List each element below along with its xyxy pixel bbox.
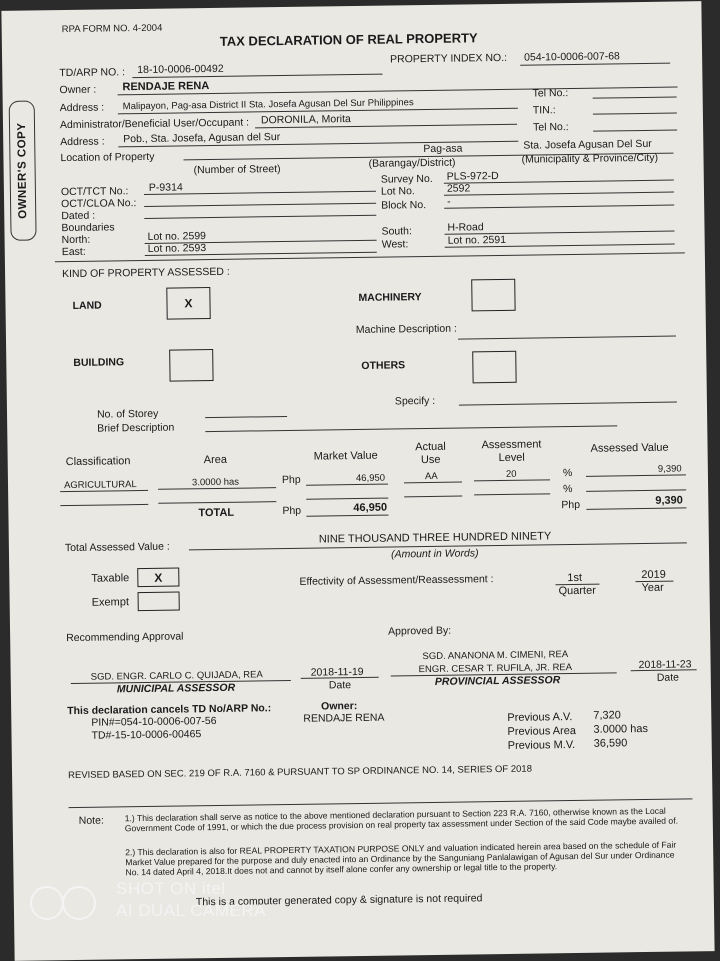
- exempt-label: Exempt: [91, 596, 130, 609]
- cancels-owner-label: Owner:: [321, 700, 358, 713]
- machinery-checkbox[interactable]: [471, 279, 515, 312]
- prev-area-label: Previous Area: [507, 724, 577, 738]
- south-label: South:: [381, 225, 412, 238]
- municipality-value: Sta. Josefa Agusan Del Sur: [523, 137, 652, 152]
- row-assessment-level: 20: [505, 468, 517, 480]
- cancels-owner-value: RENDAJE RENA: [303, 711, 385, 725]
- west-label: West:: [381, 238, 409, 251]
- south-value: H-Road: [447, 221, 484, 234]
- prev-mv-value: 36,590: [593, 737, 628, 750]
- provincial-date: 2018-11-23: [638, 658, 692, 672]
- total-assessed-label: Total Assessed Value :: [64, 540, 170, 555]
- boundaries-label: Boundaries: [61, 221, 115, 235]
- admin-address-label: Address :: [60, 135, 105, 149]
- td-value: 18-10-0006-00492: [137, 62, 224, 77]
- exempt-checkbox[interactable]: [138, 592, 180, 612]
- col-assessed-value: Assessed Value: [590, 441, 669, 455]
- survey-label: Survey No.: [380, 172, 433, 186]
- quarter-caption: Quarter: [558, 584, 596, 598]
- admin-value: DORONILA, Morita: [260, 113, 351, 127]
- computer-generated-note: This is a computer generated copy & signature is not required: [195, 892, 483, 909]
- cancels-td: TD#-15-10-0006-00465: [91, 728, 202, 742]
- total-label: TOTAL: [198, 506, 235, 520]
- east-value: Lot no. 2593: [147, 242, 207, 255]
- camera-watermark-circle-icon-2: [62, 886, 96, 920]
- form-title: TAX DECLARATION OF REAL PROPERTY: [219, 30, 478, 49]
- oct-label: OCT/TCT No.:: [60, 185, 129, 199]
- col-actual-use: Actual Use: [415, 440, 446, 467]
- pin-value: 054-10-0006-007-68: [524, 50, 620, 64]
- approved-by-label: Approved By:: [388, 624, 452, 638]
- cancels-pin: PIN#=054-10-0006-007-56: [91, 714, 217, 729]
- lot-value: 2592: [446, 182, 471, 195]
- admin-address-value: Pob., Sta. Josefa, Agusan del Sur: [123, 131, 281, 146]
- row-percent: %: [562, 467, 573, 480]
- provincial-date-caption: Date: [656, 671, 680, 684]
- prev-area-value: 3.0000 has: [593, 722, 649, 736]
- note-1: 1.) This declaration shall serve as notice to the above mentioned declaration pursuant to Section 223 R.A. 7160, otherwise known as the Local Government Code of 1991, or which the due process provision on real property tax assessment under Section of the said Code maybe availed of.: [124, 805, 679, 834]
- note-2: 2.) This declaration is also for REAL PROPERTY TAXATION PURPOSE ONLY and valuation indicated herein area based on the schedule of Fair Market Value prepared for the purpose and duly enacted into an Ordinance by the Sanguniang Panlalawigan of Agusan del Sur under Ordinance No. 14 dated April 4, 2018.It does not and cannot by itself alone confer any ownership or legal title to the property.: [125, 839, 677, 878]
- machinery-label: MACHINERY: [358, 291, 422, 304]
- tax-declaration-document: [1, 1, 714, 961]
- north-label: North:: [61, 233, 91, 247]
- owners-copy-stamp: [9, 100, 37, 240]
- land-checkbox[interactable]: X: [166, 287, 210, 320]
- camera-watermark-line-1: SHOT ON itel: [116, 879, 226, 898]
- row-php: Php: [281, 473, 301, 487]
- location-label: Location of Property: [60, 150, 155, 165]
- approver-1: SGD. ANANONA M. CIMENI, REA: [422, 649, 569, 663]
- address-label: Address :: [59, 101, 105, 115]
- land-label: LAND: [72, 299, 102, 312]
- cancels-label: This declaration cancels TD No/ARP No.:: [67, 702, 272, 718]
- col-area: Area: [203, 453, 228, 467]
- barangay-caption: (Barangay/District): [368, 156, 456, 170]
- pin-label: PROPERTY INDEX NO.:: [390, 51, 508, 66]
- owner-value: RENDAJE RENA: [122, 80, 210, 94]
- camera-watermark-circle-icon: [30, 886, 64, 920]
- revised-basis: REVISED BASED ON SEC. 219 OF R.A. 7160 & PURSUANT TO SP ORDINANCE NO. 14, SERIES OF 2018: [68, 763, 533, 782]
- survey-value: PLS-972-D: [446, 170, 499, 183]
- year-value: 2019: [641, 568, 666, 582]
- row-area: 3.0000 has: [191, 476, 240, 489]
- dated-label: Dated :: [61, 209, 96, 223]
- street-caption: (Number of Street): [193, 163, 281, 177]
- tin-label: TIN.:: [532, 104, 556, 117]
- tel2-label: Tel No.:: [532, 121, 569, 134]
- building-label: BUILDING: [73, 356, 125, 369]
- admin-label: Administrator/Beneficial User/Occupant :: [59, 116, 250, 132]
- municipal-signer: SGD. ENGR. CARLO C. QUIJADA, REA: [90, 669, 263, 683]
- specify-label: Specify :: [394, 394, 436, 408]
- col-market-value: Market Value: [313, 449, 378, 463]
- west-value: Lot no. 2591: [447, 233, 507, 247]
- east-label: East:: [61, 245, 86, 259]
- total-php-2: Php: [561, 498, 581, 512]
- row-actual-use: AA: [424, 470, 438, 483]
- tel-label: Tel No.:: [532, 87, 569, 100]
- camera-watermark-line-2: AI DUAL CAMERA: [116, 901, 266, 920]
- note-label: Note:: [78, 814, 104, 827]
- machine-description-label: Machine Description :: [355, 322, 457, 337]
- total-php: Php: [282, 504, 302, 518]
- municipal-date-caption: Date: [328, 679, 352, 692]
- municipality-caption: (Municipality & Province/City): [521, 151, 659, 166]
- prev-mv-label: Previous M.V.: [507, 738, 576, 752]
- kind-title: KIND OF PROPERTY ASSESSED :: [61, 265, 230, 281]
- prev-av-label: Previous A.V.: [507, 711, 573, 724]
- amount-in-words: NINE THOUSAND THREE HUNDRED NINETY: [318, 530, 552, 546]
- taxable-checkbox[interactable]: X: [137, 568, 179, 588]
- owner-label: Owner :: [59, 83, 97, 97]
- building-checkbox[interactable]: [169, 349, 213, 382]
- td-label: TD/ARP NO. :: [59, 66, 126, 80]
- row-classification: AGRICULTURAL: [63, 479, 137, 492]
- others-checkbox[interactable]: [472, 351, 516, 384]
- amount-in-words-caption: (Amount in Words): [390, 547, 479, 561]
- form-number: RPA FORM NO. 4-2004: [61, 22, 163, 36]
- effectivity-label: Effectivity of Assessment/Reassessment :: [299, 573, 494, 588]
- block-value: -: [447, 195, 451, 208]
- col-assessment-level: Assessment Level: [481, 438, 542, 465]
- octcloa-label: OCT/CLOA No.:: [61, 197, 137, 211]
- others-label: OTHERS: [361, 359, 406, 372]
- municipal-date: 2018-11-19: [310, 665, 364, 679]
- address-value: Malipayon, Pag-asa District II Sta. Josefa Agusan Del Sur Philippines: [122, 97, 414, 113]
- oct-value: P-9314: [148, 181, 183, 194]
- row-assessed-value: 9,390: [657, 463, 682, 475]
- block-label: Block No.: [381, 199, 427, 212]
- municipal-assessor-title: MUNICIPAL ASSESSOR: [116, 681, 236, 696]
- row-market-value: 46,950: [355, 472, 386, 485]
- quarter-value: 1st: [567, 571, 583, 585]
- provincial-assessor-title: PROVINCIAL ASSESSOR: [434, 674, 561, 688]
- row2-percent: %: [563, 483, 573, 496]
- storey-label: No. of Storey: [96, 407, 159, 421]
- recommending-approval-label: Recommending Approval: [66, 630, 184, 645]
- col-classification: Classification: [65, 455, 131, 469]
- brief-description-label: Brief Description: [97, 421, 175, 435]
- lot-label: Lot No.: [380, 185, 415, 198]
- north-value: Lot no. 2599: [147, 230, 207, 243]
- total-assessed-value: 9,390: [655, 494, 683, 507]
- barangay-value: Pag-asa: [423, 142, 463, 156]
- year-caption: Year: [641, 581, 664, 595]
- prev-av-value: 7,320: [593, 709, 621, 722]
- taxable-label: Taxable: [91, 572, 130, 585]
- approver-2: ENGR. CESAR T. RUFILA, JR. REA: [418, 662, 573, 676]
- owners-copy-text: OWNER'S COPY: [15, 122, 30, 219]
- total-market-value: 46,950: [353, 501, 388, 515]
